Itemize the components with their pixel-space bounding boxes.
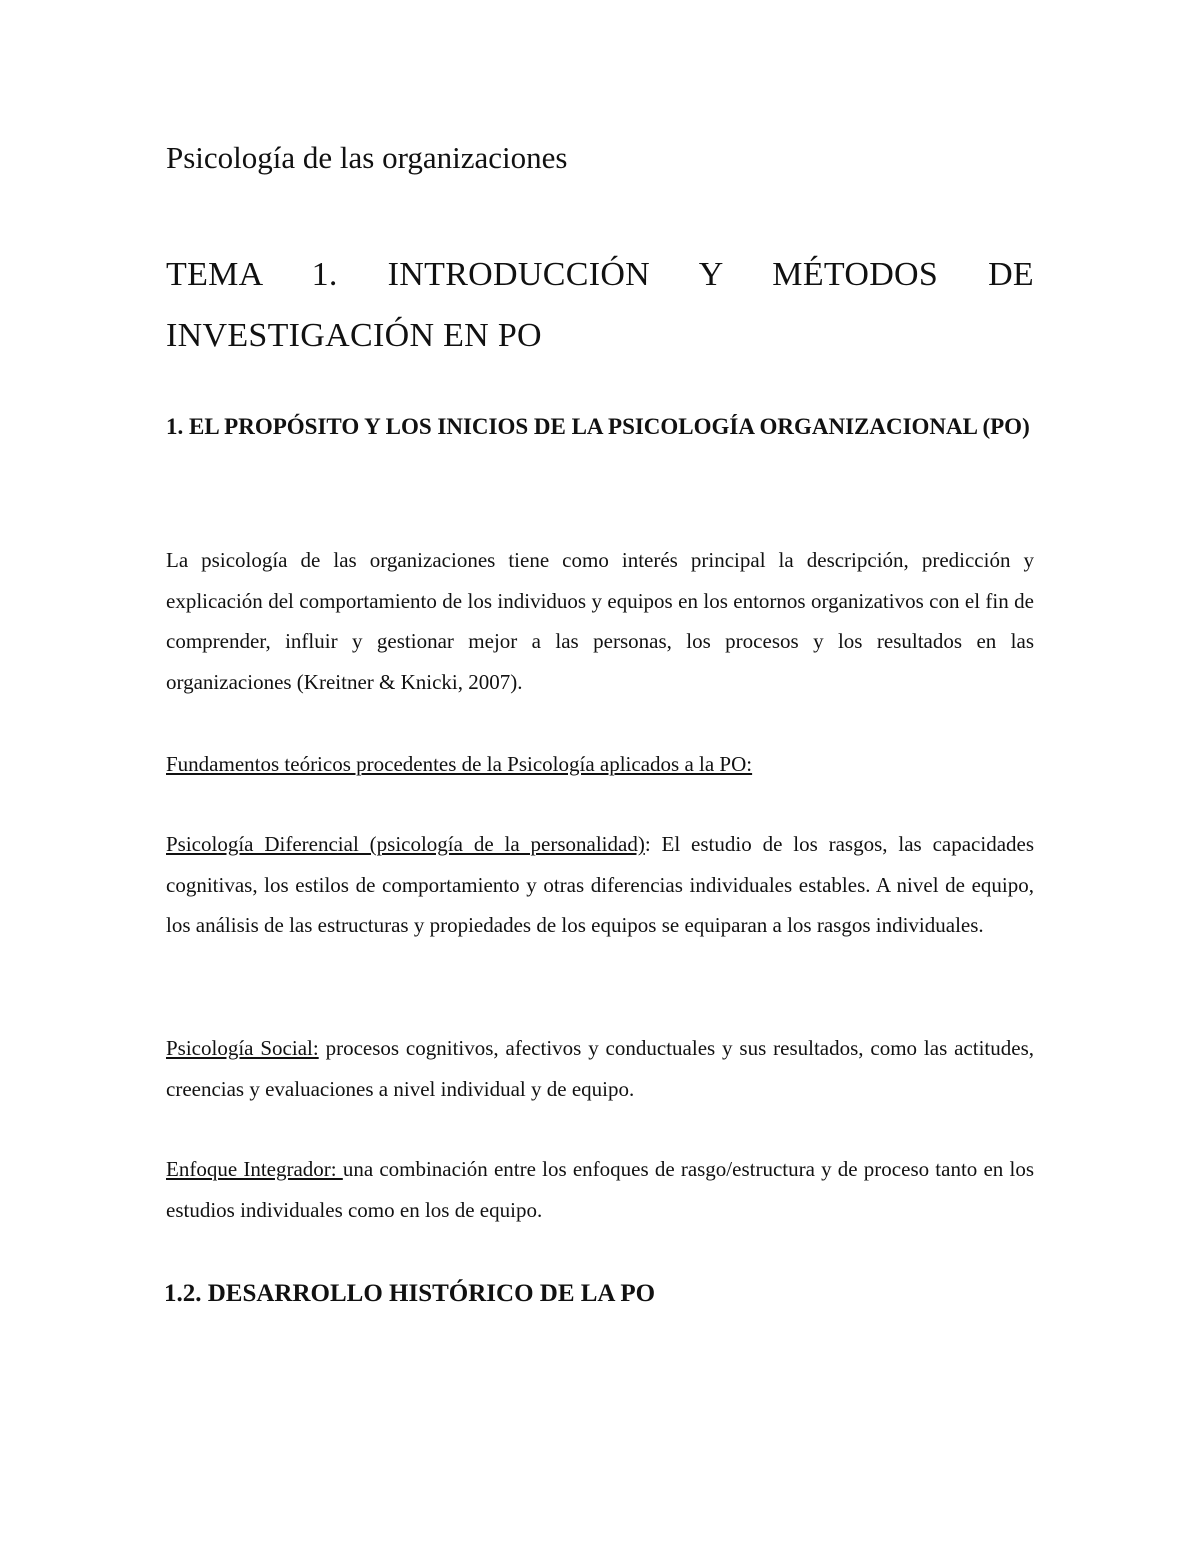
intro-paragraph: La psicología de las organizaciones tiene como interés principal la descripción, predicción y explicación del comportamiento de los individuos y equipos en los entornos organizativos con el fin de comprender, influir y gestionar mejor a las personas, los procesos y los resultados en las organizaciones (Kreitner & Knicki, 2007). bbox=[166, 548, 1034, 694]
integrador-text: una combinación entre los enfoques de rasgo/estructura y de proceso tanto en los estudios individuales como en los de equipo. bbox=[166, 1157, 1034, 1222]
integrador-paragraph bbox=[166, 1149, 1034, 1230]
social-text: procesos cognitivos, afectivos y conductuales y sus resultados, como las actitudes, creencias y evaluaciones a nivel individual y de equipo. bbox=[166, 1036, 1035, 1101]
diferencial-paragraph bbox=[166, 824, 1034, 946]
tema-heading: TEMA 1. INTRODUCCIÓN Y MÉTODOS DE INVESTIGACIÓN EN PO bbox=[166, 256, 1034, 354]
social-paragraph bbox=[166, 1028, 1034, 1109]
diferencial-label: Psicología Diferencial (psicología de la personalidad) bbox=[166, 832, 645, 856]
section-heading: 1. EL PROPÓSITO Y LOS INICIOS DE LA PSICOLOGÍA ORGANIZACIONAL (PO) bbox=[166, 414, 1030, 439]
integrador-label: Enfoque Integrador: bbox=[166, 1157, 343, 1181]
fundamentos-label: Fundamentos teóricos procedentes de la Psicología aplicados a la PO: bbox=[166, 752, 753, 776]
subsection-heading: 1.2. DESARROLLO HISTÓRICO DE LA PO bbox=[164, 1280, 656, 1307]
document-title: Psicología de las organizaciones bbox=[166, 140, 568, 175]
social-label: Psicología Social: bbox=[166, 1036, 319, 1060]
fundamentos-paragraph bbox=[166, 744, 1034, 785]
diferencial-text: : El estudio de los rasgos, las capacidades cognitivas, los estilos de comportamiento y otras diferencias individuales estables. A nivel de equipo, los análisis de las estructuras y propiedades de los equipos se equiparan a los rasgos individuales. bbox=[166, 832, 1035, 937]
